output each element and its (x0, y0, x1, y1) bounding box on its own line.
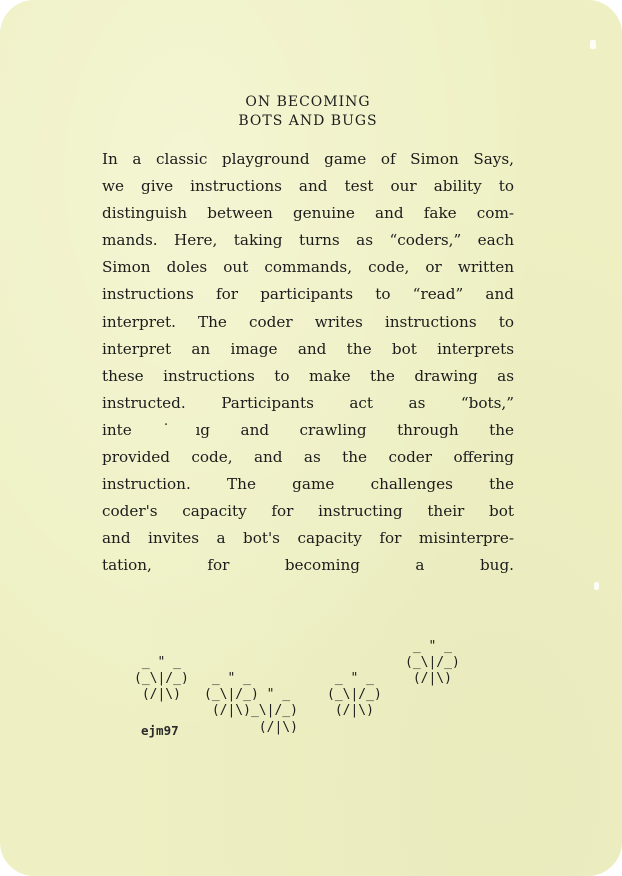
paper-speck (590, 40, 596, 49)
body-line: mands. Here, taking turns as “coders,” each (102, 231, 514, 250)
body-line: instruction. The game challenges the (102, 475, 514, 494)
ascii-bug-2: _ " _ (_\|/_) " _ (/|\)_\|/_) (/|\) (204, 671, 298, 735)
body-line: coder's capacity for instructing their bot (102, 502, 514, 521)
body-line: inte ˙ıg and crawling through the (102, 420, 514, 439)
body-line: tation, for becoming a bug. (102, 556, 514, 575)
artist-signature: ejm97 (141, 723, 179, 738)
body-line: distinguish between genuine and fake com- (102, 204, 514, 223)
body-line: provided code, and as the coder offering (102, 448, 514, 467)
body-line: interpret. The coder writes instructions to (102, 312, 514, 331)
body-line: instructions for participants to “read” and (102, 285, 514, 304)
paper-speck (594, 582, 599, 590)
body-line: In a classic playground game of Simon Says, (102, 150, 514, 168)
body-line: and invites a bot's capacity for misinterpre- (102, 529, 514, 548)
body-line: we give instructions and test our ability to (102, 177, 514, 196)
ascii-bug-3: _ " _ (_\|/_) (/|\) (327, 671, 382, 719)
body-line: interpret an image and the bot interprets (102, 339, 514, 358)
card-title-line-1: ON BECOMING (245, 94, 371, 110)
body-line: these instructions to make the drawing as (102, 366, 514, 385)
ascii-bug-4: _ " _ (_\|/_) (/|\) (405, 639, 460, 687)
body-line: Simon doles out commands, code, or written (102, 258, 514, 277)
ascii-bug-1: _ " _ (_\|/_) (/|\) (134, 655, 189, 703)
card-title-line-2: BOTS AND BUGS (238, 113, 378, 129)
body-line: instructed. Participants act as “bots,” (102, 393, 514, 412)
card-body-text (102, 146, 514, 580)
